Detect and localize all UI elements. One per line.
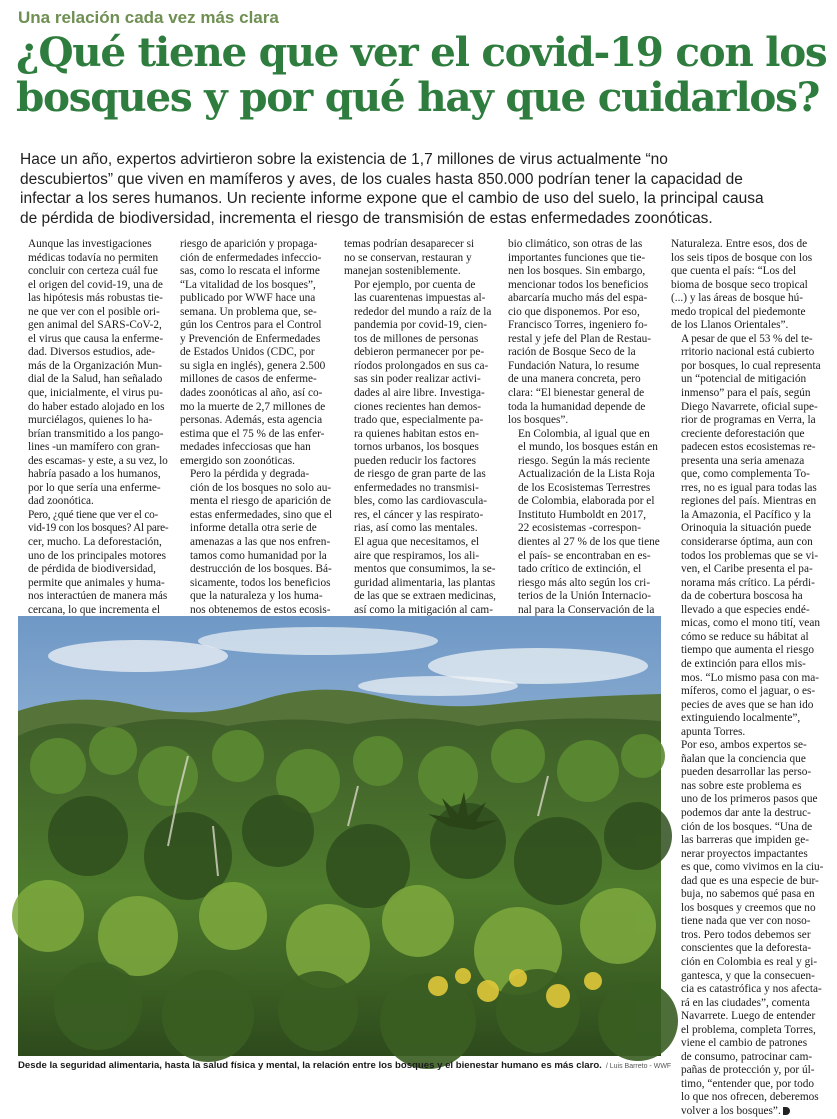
text-line: las cuarentenas impuestas al-: [354, 292, 486, 305]
text-line: Actualización de la Lista Roja: [518, 468, 655, 481]
headline-line: ¿Qué tiene que ver el covid-19 con los: [16, 28, 827, 76]
text-line: importantes funciones que tie-: [508, 251, 646, 264]
article-paragraph: [344, 279, 496, 536]
standfirst-line: infectar a los seres humanos. Un reciente informe expone que el cambio de uso del suelo, la principal causa: [20, 190, 764, 207]
text-line: sas, como lo rescata el informe: [180, 265, 320, 278]
article-paragraph: [671, 238, 823, 333]
text-line: por lo que sería una enferme-: [28, 481, 161, 494]
text-line: los bosques y creemos que no: [681, 901, 816, 914]
text-line: estima que el 75 % de las enfer-: [180, 427, 325, 440]
text-line: timo, “entender que, por todo: [681, 1077, 815, 1090]
text-line: considerarse óptima, aun con: [681, 536, 813, 549]
text-line: semana. Un problema que, se-: [180, 305, 317, 318]
text-line: mentos que consumimos, la se-: [354, 563, 496, 576]
text-line: rias, así como las mentales.: [354, 522, 478, 535]
text-line: da de cobertura boscosa ha: [681, 590, 803, 603]
text-line: riesgo. Según la más reciente: [518, 454, 651, 467]
text-line: nos obtenemos de estos ecosis-: [190, 603, 331, 616]
text-line: permite que animales y huma-: [28, 576, 165, 589]
text-line: el país- se encontraban en es-: [518, 549, 651, 562]
text-line: inmenso” para el país, según: [681, 387, 811, 400]
text-line: El agua que necesitamos, el: [354, 536, 480, 549]
photo-caption: [18, 1060, 672, 1071]
text-line: viene el cambio de patrones: [681, 1037, 808, 1050]
text-line: rritorio nacional está cubierto: [681, 346, 815, 359]
text-line: temas podrían desaparecer si: [344, 238, 475, 250]
text-line: rres, no es igual para todas las: [681, 481, 817, 494]
text-line: riesgo más alto según los cri-: [518, 576, 651, 589]
text-line: ración de Bosque Seco de la: [508, 346, 636, 359]
text-line: informe detalla otra serie de: [190, 522, 317, 535]
text-line: de Colombia, elaborada por el: [518, 495, 655, 508]
article-column-4: [508, 238, 660, 616]
text-line: abarcaría mucho más del espa-: [508, 292, 648, 305]
text-line: médicas todavía no permiten: [28, 251, 159, 264]
standfirst-line: de pérdida de biodiversidad, incrementa el riesgo de transmisión de estas enfermedades zoonóticas.: [20, 209, 713, 227]
text-line: menta el riesgo de aparición de: [190, 495, 331, 508]
text-line: que cuenta el país: “Los del: [671, 265, 797, 278]
text-line: micas, como el mono tití, vean: [681, 617, 820, 630]
text-line: manejan sosteniblemente.: [344, 265, 461, 278]
text-line: el mundo, los bosques están en: [518, 441, 658, 454]
text-line: 22 ecosistemas -correspon-: [518, 522, 641, 535]
text-line: Orinoquia la situación puede: [681, 522, 812, 535]
text-line: míferos, como el jaguar, o es-: [681, 685, 816, 698]
article-column-2: [180, 238, 333, 616]
text-line: bioma de bosque seco tropical: [671, 278, 808, 291]
text-line: gen animal del SARS-CoV-2,: [28, 319, 162, 332]
text-line: que la naturaleza y los huma-: [190, 590, 323, 603]
caption-text: Desde la seguridad alimentaria, hasta la salud física y mental, la relación entre los bosques y el bienestar humano es más claro.: [18, 1060, 602, 1071]
text-line: rior de programas en Verra, la: [681, 414, 816, 427]
text-line: Aunque las investigaciones: [28, 238, 152, 250]
article-paragraph: [180, 238, 332, 468]
text-line: dades al aire libre. Investiga-: [354, 387, 485, 400]
text-line: Diego Navarrete, oficial supe-: [681, 400, 818, 413]
text-line: de una manera concreta, pero: [508, 373, 641, 386]
text-line: personas. Además, esta agencia: [180, 414, 323, 427]
article-paragraph: [671, 333, 823, 739]
text-line: dientes al 27 % de los que tiene: [518, 536, 660, 549]
text-line: uno de los primeros pasos que: [681, 793, 818, 806]
article-paragraph: [508, 238, 660, 428]
text-line: las hipótesis más robustas tie-: [28, 292, 163, 305]
text-line: res, el cáncer y las respirato-: [354, 508, 484, 521]
text-line: pandemia por covid-19, cien-: [354, 319, 488, 332]
text-line: de las que se extraen medicinas,: [354, 590, 496, 603]
text-line: toda la humanidad depende de: [508, 400, 646, 413]
text-line: ra quienes habitan estos en-: [354, 427, 479, 440]
text-line: más de la Organización Mun-: [28, 359, 163, 372]
end-of-article-mark: [783, 1107, 790, 1115]
text-line: terios de la Unión Internacio-: [518, 590, 652, 603]
text-line: concluir con certeza cuál fue: [28, 265, 158, 278]
text-line: des escamas- y este, a su vez, lo: [28, 454, 168, 467]
text-line: enfermedades no transmisi-: [354, 481, 479, 494]
text-line: (...) y las áreas de bosque hú-: [671, 292, 804, 305]
text-line: así como la mitigación al cam-: [354, 603, 493, 616]
text-line: tado crítico de extinción, el: [518, 563, 642, 576]
text-line: tiene nada que ver con noso-: [681, 915, 811, 928]
text-line: restal y jefe del Plan de Restau-: [508, 332, 652, 345]
text-line: A pesar de que el 53 % del te-: [681, 332, 813, 345]
text-line: todos los problemas que se vi-: [681, 549, 819, 562]
text-line: riesgo de aparición y propaga-: [180, 238, 318, 250]
text-line: tamos como humanidad por la: [190, 549, 327, 562]
text-line: aire que respiramos, los ali-: [354, 549, 480, 562]
article-paragraph: [18, 509, 168, 617]
standfirst: [20, 150, 820, 228]
standfirst-line: descubiertos” que viven en mamíferos y aves, de los cuales hasta 850.000 podrían tener la capacidad de: [20, 170, 743, 188]
text-line: cercana, lo que incrementa el: [28, 603, 161, 616]
text-line: Fundación Natura, lo resume: [508, 359, 640, 372]
text-line: En Colombia, al igual que en: [518, 427, 650, 440]
text-line: dad zoonótica.: [28, 495, 94, 508]
text-line: dades zoonóticas al año, así co-: [180, 387, 323, 400]
text-line: que, inicialmente, el virus pu-: [28, 387, 163, 400]
forest-canopy-image: [18, 616, 661, 1056]
text-line: “La vitalidad de los bosques”,: [180, 278, 316, 291]
photo-credit: / Luis Barreto - WWF: [605, 1063, 672, 1070]
text-line: Navarrete. Luego de entender: [681, 1010, 816, 1023]
article-paragraph: [671, 739, 823, 1118]
text-line: ne que ver con el posible ori-: [28, 305, 160, 318]
text-line: medades infecciosas que han: [180, 441, 311, 454]
text-line: ñalan que la conciencia que: [681, 752, 806, 765]
text-line: su sigla en inglés), genera 2.500: [180, 359, 326, 372]
text-line: ción de los bosques. “Una de: [681, 820, 813, 833]
text-line: es que, como vivimos en la ciu-: [681, 861, 824, 874]
text-line: volver a los bosques”.: [671, 1105, 823, 1119]
text-line: los bosques”.: [508, 414, 569, 427]
text-line: lo que nos ofrecen, deberemos: [681, 1091, 819, 1104]
text-line: Francisco Torres, ingeniero fo-: [508, 319, 648, 332]
text-line: nen los bosques. Sin embargo,: [508, 265, 646, 278]
text-line: mo la muerte de 2,7 millones de: [180, 400, 326, 413]
article-column-5: [671, 238, 824, 1117]
text-line: ción en Colombia es real y gi-: [681, 955, 818, 968]
article-paragraph: [180, 468, 332, 617]
text-line: do haber estado alojado en los: [28, 400, 165, 413]
text-line: cer, mucho. La deforestación,: [28, 536, 162, 549]
text-line: de riesgo de gran parte de las: [354, 468, 486, 481]
text-line: pañas de protección y, por úl-: [681, 1064, 815, 1077]
text-line: y Prevención de Enfermedades: [180, 332, 321, 345]
text-line: los seis tipos de bosque con los: [671, 251, 813, 264]
text-line: ción de los bosques no solo au-: [190, 481, 332, 494]
text-line: Pero la pérdida y degrada-: [190, 468, 310, 481]
text-line: cómo se reduce su hábitat al: [681, 630, 809, 643]
text-line: tiempo que aumenta el riesgo: [681, 644, 815, 657]
text-line: dial de la Salud, han señalado: [28, 373, 163, 386]
text-line: murciélagos, quienes lo ha-: [28, 414, 153, 427]
text-line: de consumo, patrocinar cam-: [681, 1050, 813, 1063]
text-line: trado que, especialmente pa-: [354, 414, 484, 427]
text-line: el origen del covid-19, una de: [28, 278, 163, 291]
text-line: mencionar todos los beneficios: [508, 278, 649, 291]
text-line: gantesca, y que la consecuen-: [681, 969, 815, 982]
article-paragraph: [508, 428, 660, 618]
text-line: Por eso, ambos expertos se-: [681, 739, 807, 752]
text-line: de los Llanos Orientales”.: [671, 319, 789, 332]
text-line: guridad alimentaria, las plantas: [354, 576, 496, 589]
text-line: debieron permanecer por pe-: [354, 346, 485, 359]
text-line: presenta una seria amenaza: [681, 454, 805, 467]
text-line: creciente deforestación que: [681, 427, 805, 440]
article-paragraph: [344, 238, 496, 279]
text-line: gún los Centros para el Control: [180, 319, 322, 332]
text-line: dad que es una especie de bur-: [681, 874, 819, 887]
text-line: ven, el Caribe presenta el pa-: [681, 563, 813, 576]
text-line: conscientes que la deforesta-: [681, 942, 812, 955]
text-line: ción de enfermedades infeccio-: [180, 251, 322, 264]
text-line: sicamente, todos los beneficios: [190, 576, 331, 589]
text-line: de los Ecosistemas Terrestres: [518, 481, 651, 494]
text-line: pueden desarrollar las perso-: [681, 766, 812, 779]
text-line: extinguiendo localmente”,: [681, 712, 801, 725]
text-line: sas sin poder realizar activi-: [354, 373, 481, 386]
text-line: publicado por WWF hace una: [180, 292, 316, 305]
text-line: el virus que causa la enferme-: [28, 332, 164, 345]
text-line: las barreras que impiden ge-: [681, 834, 809, 847]
text-line: de pérdida de biodiversidad,: [28, 563, 156, 576]
text-line: un “potencial de mitigación: [681, 373, 807, 386]
article-column-1: [18, 238, 169, 616]
text-line: uno de los principales motores: [28, 549, 167, 562]
section-kicker: Una relación cada vez más clara: [18, 8, 279, 27]
text-line: estas enfermedades, sino que el: [190, 508, 333, 521]
text-line: nal para la Conservación de la: [518, 603, 655, 616]
article-paragraph: [18, 238, 168, 509]
text-line: brían transmitido a los pango-: [28, 427, 164, 440]
text-line: apunta Torres.: [681, 725, 746, 738]
text-line: nas sobre este problema es: [681, 779, 802, 792]
text-line: buja, no sabemos qué pasa en: [681, 888, 815, 901]
text-line: ríodos prolongados en sus ca-: [354, 359, 489, 372]
text-line: dad. Diversos estudios, ade-: [28, 346, 156, 359]
text-line: tos de millones de personas: [354, 332, 479, 345]
headline-line: bosques y por qué hay que cuidarlos?: [16, 73, 820, 121]
text-line: amenazas a las que nos enfren-: [190, 536, 331, 549]
text-line: clara: “El bienestar general de: [508, 387, 645, 400]
text-line: pueden reducir los factores: [354, 454, 477, 467]
article-column-3: [344, 238, 496, 616]
text-line: cia es catastrófica y nos afecta-: [681, 983, 822, 996]
forest-photo: [18, 616, 661, 1056]
text-line: mos. “Lo mismo pasa con ma-: [681, 671, 820, 684]
text-line: tornos urbanos, los bosques: [354, 441, 479, 454]
text-line: nos interactúen de manera más: [28, 590, 168, 603]
text-line: lines -un mamífero con gran-: [28, 441, 160, 454]
text-line: norama más crítico. La pérdi-: [681, 576, 815, 589]
text-line: cio que disponemos. Por eso,: [508, 305, 640, 318]
standfirst-line: Hace un año, expertos advirtieron sobre la existencia de 1,7 millones de virus actualmente “no: [20, 151, 668, 168]
text-line: pecies de aves que se han ido: [681, 698, 814, 711]
text-line: de extinción para ellos mis-: [681, 657, 806, 670]
text-line: de Estados Unidos (CDC, por: [180, 346, 315, 359]
text-line: bio climático, son otras de las: [508, 238, 643, 250]
text-line: regiones del país. Mientras en: [681, 495, 817, 508]
text-line: bles, como las cardiovascula-: [354, 495, 488, 508]
text-line: podemos dar ante la destruc-: [681, 806, 811, 819]
text-line: que, como complementa To-: [681, 468, 810, 481]
article-paragraph: [344, 536, 496, 617]
text-line: medo tropical del piedemonte: [671, 305, 806, 318]
headline: [16, 30, 826, 120]
text-line: ciones recientes han demos-: [354, 400, 482, 413]
text-line: no se conservan, restauran y: [344, 251, 472, 264]
text-line: el problema, completa Torres,: [681, 1023, 816, 1036]
text-line: Instituto Humboldt en 2017,: [518, 508, 647, 521]
text-line: Pero, ¿qué tiene que ver el co-: [28, 508, 159, 521]
text-line: tros. Pero todos debemos ser: [681, 928, 811, 941]
text-line: por bosques, lo cual representa: [681, 359, 821, 372]
text-line: destrucción de los bosques. Bá-: [190, 563, 332, 576]
text-line: habría pasado a los humanos,: [28, 468, 161, 481]
text-line: Naturaleza. Entre esos, dos de: [671, 238, 808, 250]
text-line: nerar proyectos impactantes: [681, 847, 808, 860]
text-line: rededor del mundo a raíz de la: [354, 305, 492, 318]
text-line: millones de casos de enferme-: [180, 373, 317, 386]
text-line: padecen estos ecosistemas re-: [681, 441, 816, 454]
text-line: rá en las ciudades”, comenta: [681, 996, 810, 1009]
text-line: emergido son zoonóticas.: [180, 454, 295, 467]
text-line: llevado a que especies endé-: [681, 603, 810, 616]
text-line: Por ejemplo, por cuenta de: [354, 278, 476, 291]
text-line: vid-19 con los bosques? Al pare-: [28, 522, 169, 535]
text-line: la Amazonia, el Pacífico y la: [681, 508, 811, 521]
